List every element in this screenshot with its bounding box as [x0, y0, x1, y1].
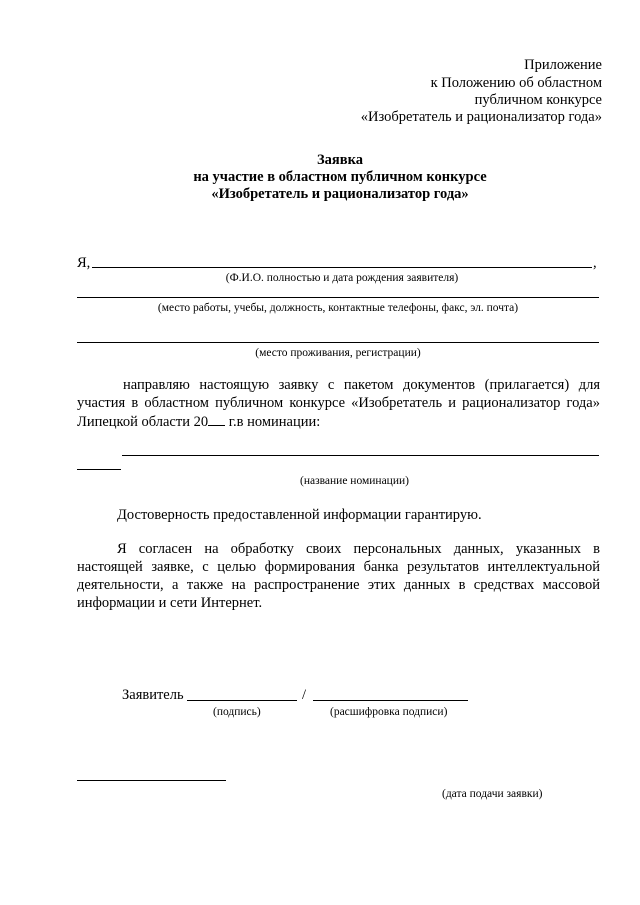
work-field-line[interactable]	[77, 297, 599, 298]
signature-caption: (подпись)	[213, 706, 261, 718]
consent-line-2: настоящей заявке, с целью формирования банка результатов интеллектуальной	[77, 559, 600, 575]
date-field-line[interactable]	[77, 780, 226, 781]
statement-line-3-end: г.в номинации:	[225, 414, 321, 430]
appendix-line-4: «Изобретатель и рационализатор года»	[360, 109, 602, 125]
title-line-3: «Изобретатель и рационализатор года»	[211, 186, 469, 202]
signature-decode-field-line[interactable]	[313, 700, 468, 701]
signature-field-line[interactable]	[187, 700, 297, 701]
signature-label: Заявитель	[122, 687, 184, 703]
fio-field-line[interactable]	[92, 267, 592, 268]
statement-line-3-start: Липецкой области 20	[77, 414, 209, 430]
nomination-caption: (название номинации)	[300, 475, 409, 487]
work-caption: (место работы, учебы, должность, контактные телефоны, факс, эл. почта)	[157, 302, 519, 314]
nomination-field-line[interactable]	[122, 455, 599, 456]
applicant-prefix: Я,	[77, 255, 91, 271]
signature-decode-caption: (расшифровка подписи)	[330, 706, 448, 718]
statement-line-1: направляю настоящую заявку с пакетом документов (прилагается) для	[123, 377, 600, 393]
appendix-line-1: Приложение	[524, 57, 602, 73]
year-field[interactable]	[208, 412, 225, 426]
appendix-line-2: к Положению об областном	[430, 75, 602, 91]
residence-field-line[interactable]	[77, 342, 599, 343]
date-caption: (дата подачи заявки)	[442, 788, 543, 800]
applicant-suffix: ,	[593, 255, 597, 271]
consent-line-3: деятельности, а также на распространение этих данных в средствах массовой	[77, 577, 600, 593]
consent-line-4: информации и сети Интернет.	[77, 595, 263, 611]
residence-caption: (место проживания, регистрации)	[255, 347, 421, 359]
consent-line-1: Я согласен на обработку своих персональных данных, указанных в	[117, 541, 600, 557]
title-line-1: Заявка	[317, 152, 363, 168]
nomination-field-line-2[interactable]	[77, 469, 121, 470]
title-line-2: на участие в областном публичном конкурсе	[193, 169, 487, 185]
fio-caption: (Ф.И.О. полностью и дата рождения заявителя)	[225, 272, 459, 284]
signature-separator: /	[302, 687, 307, 703]
guarantee-text: Достоверность предоставленной информации гарантирую.	[117, 507, 482, 523]
statement-line-2: участия в областном публичном конкурсе «Изобретатель и рационализатор года»	[77, 395, 600, 411]
appendix-line-3: публичном конкурсе	[474, 92, 602, 108]
statement-line-3	[77, 412, 320, 431]
